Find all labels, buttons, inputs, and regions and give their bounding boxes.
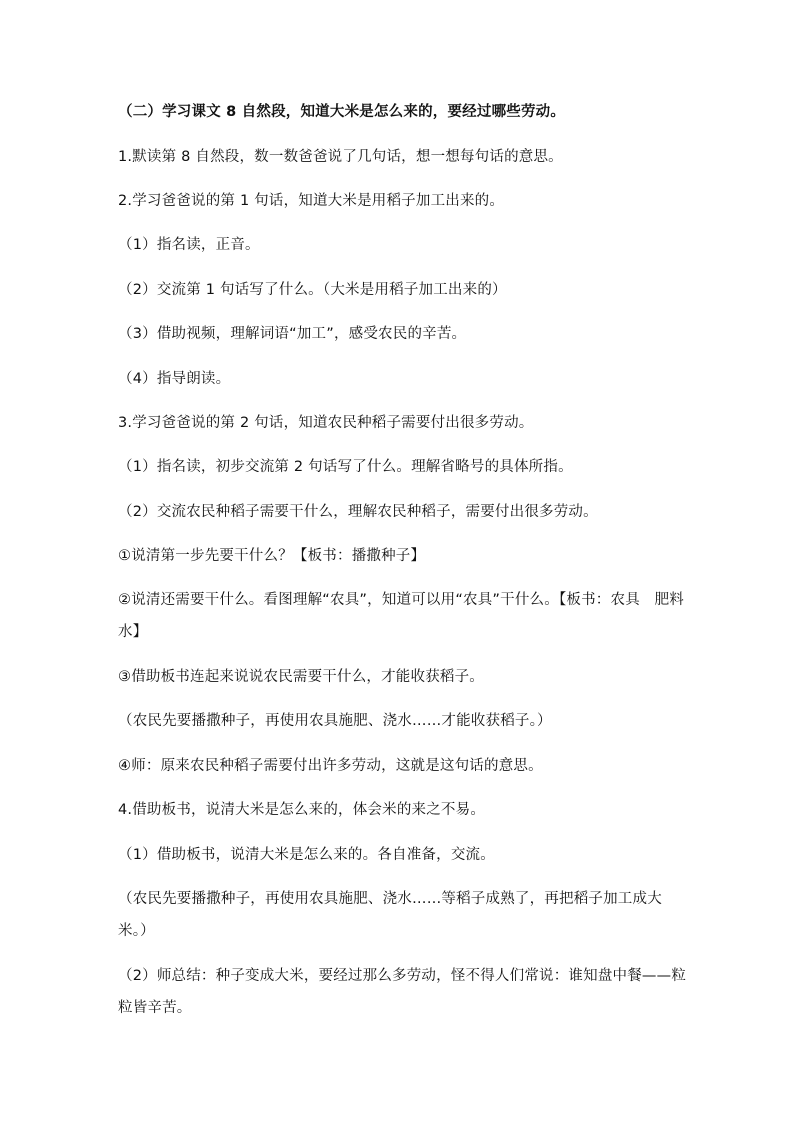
paragraph-12: ③借助板书连起来说说农民需要干什么，才能收获稻子。 [118, 669, 484, 685]
paragraph-9: （2）交流农民种稻子需要干什么，理解农民种稻子，需要付出很多劳动。 [118, 504, 598, 520]
paragraph-11: ②说清还需要干什么。看图理解“农具”，知道可以用“农具”干什么。【板书：农具 肥料 水】 [118, 592, 699, 640]
paragraph-5: （3）借助视频，理解词语“加工”，感受农民的辛苦。 [118, 326, 467, 342]
paragraph-18: （2）师总结：种子变成大米，要经过那么多劳动，怪不得人们常说：谁知盘中餐——粒粒皆辛苦。 [118, 968, 687, 1016]
paragraph-10: ①说清第一步先要干什么？【板书：播撒种子】 [118, 548, 426, 564]
paragraph-3: （1）指名读，正音。 [118, 237, 260, 253]
paragraph-16: （1）借助板书，说清大米是怎么来的。各自准备，交流。 [118, 847, 495, 863]
paragraph-7: 3.学习爸爸说的第 2 句话，知道农民种稻子需要付出很多劳动。 [118, 415, 534, 431]
paragraph-2: 2.学习爸爸说的第 1 句话，知道大米是用稻子加工出来的。 [118, 193, 505, 209]
paragraph-8: （1）指名读，初步交流第 2 句话写了什么。理解省略号的具体所指。 [118, 459, 573, 475]
paragraph-13: （农民先要播撒种子，再使用农具施肥、浇水……才能收获稻子。） [118, 713, 552, 729]
paragraph-6: （4）指导朗读。 [118, 371, 231, 387]
paragraph-4: （2）交流第 1 句话写了什么。（大米是用稻子加工出来的） [118, 282, 507, 298]
paragraph-15: 4.借助板书，说清大米是怎么来的，体会米的来之不易。 [118, 802, 486, 818]
section-heading: （二）学习课文 8 自然段，知道大米是怎么来的，要经过哪些劳动。 [118, 104, 566, 120]
paragraph-1: 1.默读第 8 自然段，数一数爸爸说了几句话，想一想每句话的意思。 [118, 149, 563, 165]
paragraph-17: （农民先要播撒种子，再使用农具施肥、浇水……等稻子成熟了，再把稻子加工成大米。） [118, 891, 662, 939]
paragraph-14: ④师：原来农民种稻子需要付出许多劳动，这就是这句话的意思。 [118, 758, 543, 774]
